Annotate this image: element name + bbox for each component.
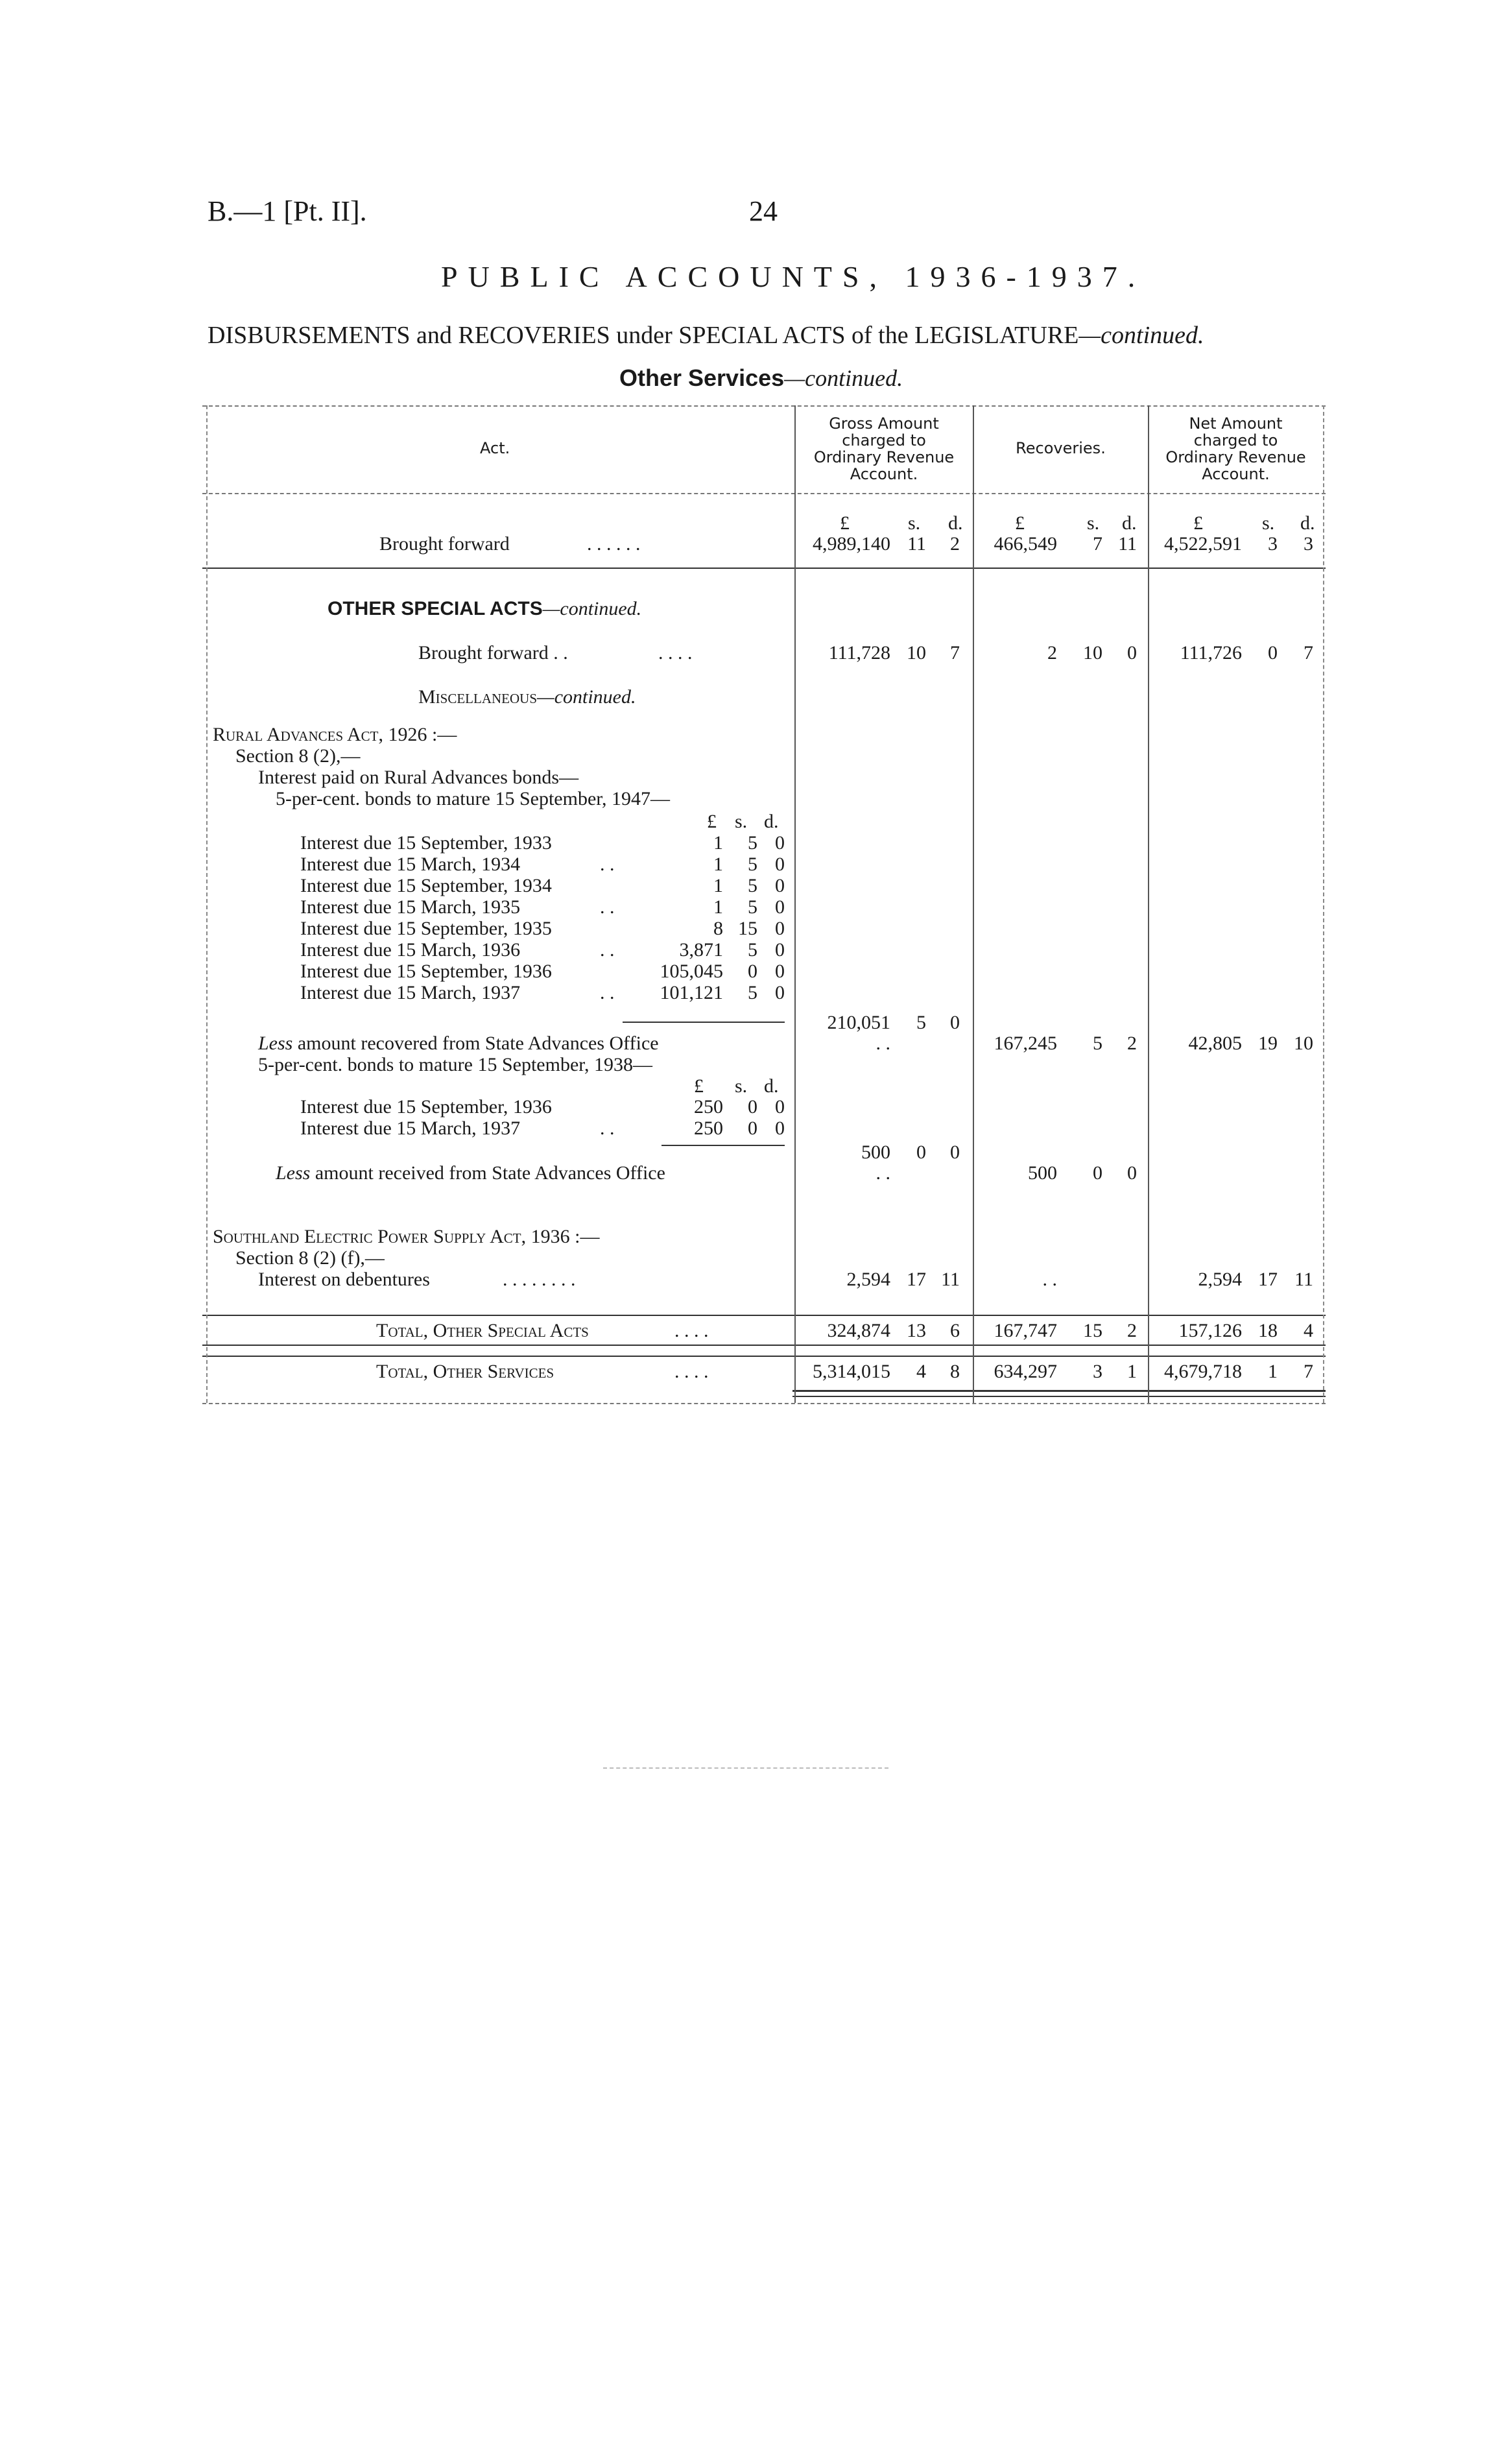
total-services-rec-s: 3	[1093, 1361, 1102, 1382]
gross-header-line-1: Gross Amount	[829, 414, 939, 433]
section-title	[619, 365, 903, 392]
total-special-rec-s: 15	[1083, 1320, 1102, 1341]
total-double-rule-1	[792, 1390, 1326, 1392]
bf-special-net-s: 0	[1268, 642, 1278, 664]
interest-item-pence: 0	[775, 982, 785, 1003]
sub-shilling-unit-1938: s.	[735, 1075, 748, 1097]
total-special-gross-d: 6	[950, 1320, 960, 1341]
total-services-gross-d: 8	[950, 1361, 960, 1382]
bf-top-gross-s: 11	[907, 533, 926, 555]
gross-header-line-3: Ordinary Revenue	[813, 448, 955, 466]
net-header-line-4: Account.	[1202, 465, 1270, 483]
southland-net-s: 17	[1258, 1269, 1278, 1290]
interest-item-dots: . .	[600, 896, 615, 918]
other-special-acts-heading-continued: —continued.	[542, 598, 642, 619]
interest-item-label: Interest due 15 March, 1935	[300, 896, 521, 918]
interest-item-shillings: 5	[748, 854, 757, 875]
page-title: PUBLIC ACCOUNTS, 1936-1937.	[441, 260, 1146, 293]
southland-net: 2,594	[1198, 1269, 1242, 1290]
interest-item-pence: 0	[775, 854, 785, 875]
interest-item-shillings: 5	[748, 875, 757, 896]
table-bottom-rule	[202, 1403, 1326, 1404]
total-special-dots: . . . .	[674, 1320, 709, 1341]
interest-item-shillings: 0	[748, 961, 757, 982]
southland-dots: . . . . . . . .	[503, 1269, 576, 1290]
interest-item-pence: 0	[775, 918, 785, 939]
column-divider-gross	[794, 405, 796, 1403]
bf-special-rec-s: 10	[1083, 642, 1102, 664]
bf-top-net-s: 3	[1268, 533, 1278, 555]
total-services-gross-s: 4	[916, 1361, 926, 1382]
net-1947-d: 10	[1294, 1033, 1313, 1054]
less-received-1938	[276, 1162, 665, 1184]
section-title-main: Other Services	[619, 365, 785, 391]
brought-forward-top-dots: . . . . . .	[587, 533, 641, 555]
column-header-gross	[796, 415, 971, 483]
other-special-acts-heading-main: OTHER SPECIAL ACTS	[328, 598, 543, 619]
interest-item-dots: . .	[600, 854, 615, 875]
interest-item-label: Interest due 15 March, 1937	[300, 1118, 521, 1139]
net-shilling-unit: s.	[1262, 512, 1275, 534]
rec-1938: 500	[1028, 1162, 1057, 1184]
brought-forward-top-label: Brought forward	[379, 533, 510, 555]
less-received-1938-text: amount received from State Advances Office	[310, 1162, 665, 1184]
brought-forward-special-label: Brought forward . .	[418, 642, 568, 664]
southland-gross-d: 11	[941, 1269, 960, 1290]
total-special-gross: 324,874	[827, 1320, 890, 1341]
miscellaneous-heading-continued: —continued.	[537, 686, 636, 708]
rec-shilling-unit: s.	[1087, 512, 1100, 534]
bf-top-gross: 4,989,140	[813, 533, 890, 555]
total-services-top-rule	[202, 1356, 1326, 1357]
bf-special-rec-d: 0	[1127, 642, 1137, 664]
rural-advances-act: Rural Advances Act, 1926 :—	[213, 724, 457, 745]
bf-top-gross-d: 2	[950, 533, 960, 555]
less-recovered-1947-text: amount recovered from State Advances Office	[292, 1033, 659, 1054]
net-header-line-1: Net Amount	[1189, 414, 1283, 433]
gross-header-line-2: charged to	[842, 431, 926, 449]
total-services-label: Total, Other Services	[376, 1361, 554, 1382]
southland-section: Section 8 (2) (f),—	[235, 1247, 385, 1269]
interest-item-pounds: 101,121	[660, 982, 723, 1003]
total-special-net: 157,126	[1178, 1320, 1242, 1341]
page-number: 24	[749, 195, 778, 227]
interest-item-label: Interest due 15 March, 1937	[300, 982, 521, 1003]
total-services-net: 4,679,718	[1164, 1361, 1242, 1382]
other-special-acts-heading	[328, 598, 641, 620]
total-double-rule-2	[792, 1396, 1326, 1397]
interest-item-pounds: 8	[713, 918, 723, 939]
interest-item-label: Interest due 15 March, 1936	[300, 939, 521, 961]
bf-special-net-d: 7	[1304, 642, 1313, 664]
rec-1938-s: 0	[1093, 1162, 1102, 1184]
interest-item-pence: 0	[775, 939, 785, 961]
net-header-line-2: charged to	[1193, 431, 1278, 449]
page-subtitle	[208, 321, 1204, 350]
subtotal-1938-gross-s: 0	[916, 1142, 926, 1163]
interest-item-pounds: 1	[713, 875, 723, 896]
interest-item-pence: 0	[775, 1096, 785, 1118]
interest-item-shillings: 5	[748, 982, 757, 1003]
southland-gross: 2,594	[846, 1269, 890, 1290]
total-special-gross-s: 13	[907, 1320, 926, 1341]
interest-item-pounds: 1	[713, 832, 723, 854]
gross-header-line-4: Account.	[850, 465, 918, 483]
net-pound-unit: £	[1193, 512, 1203, 534]
bf-special-gross: 111,728	[828, 642, 890, 664]
southland-gross-s: 17	[907, 1269, 926, 1290]
subtotal-1947-gross-s: 5	[916, 1012, 926, 1033]
net-header-line-3: Ordinary Revenue	[1165, 448, 1306, 466]
bf-special-net: 111,726	[1180, 642, 1242, 664]
less-recovered-1947-less: Less	[258, 1033, 293, 1054]
net-1947-s: 19	[1258, 1033, 1278, 1054]
interest-item-shillings: 5	[748, 832, 757, 854]
subtotal-1938-gross: 500	[861, 1142, 890, 1163]
less-recovered-1947	[258, 1033, 659, 1055]
southland-rec: . .	[1042, 1269, 1057, 1290]
net-1947: 42,805	[1188, 1033, 1242, 1054]
interest-item-label: Interest due 15 September, 1935	[300, 918, 552, 939]
total-special-label: Total, Other Special Acts	[376, 1320, 589, 1341]
total-special-net-s: 18	[1258, 1320, 1278, 1341]
interest-item-shillings: 5	[748, 939, 757, 961]
total-services-net-d: 7	[1304, 1361, 1313, 1382]
total-special-top-rule	[202, 1315, 1326, 1316]
interest-item-dots: . .	[600, 982, 615, 1003]
interest-item-pence: 0	[775, 832, 785, 854]
rec-1947-s: 5	[1093, 1033, 1102, 1054]
less-1947-gross-dots: . .	[876, 1033, 890, 1054]
interest-item-shillings: 0	[748, 1118, 757, 1139]
rec-1947-d: 2	[1127, 1033, 1137, 1054]
rural-interest-line: Interest paid on Rural Advances bonds—	[258, 767, 579, 788]
sub-pound-unit-1938: £	[694, 1075, 704, 1097]
subtitle-main: DISBURSEMENTS and RECOVERIES under SPECIAL ACTS of the LEGISLATURE	[208, 322, 1079, 349]
miscellaneous-heading	[418, 686, 636, 708]
subtotal-1947-gross-d: 0	[950, 1012, 960, 1033]
subtotal-1947-gross: 210,051	[827, 1012, 890, 1033]
interest-item-shillings: 0	[748, 1096, 757, 1118]
total-special-bottom-rule	[202, 1345, 1326, 1346]
interest-item-label: Interest due 15 September, 1934	[300, 875, 552, 896]
rural-bonds-1947: 5-per-cent. bonds to mature 15 September, 1947—	[276, 788, 671, 809]
gross-pence-unit: d.	[948, 512, 963, 534]
interest-item-label: Interest due 15 September, 1933	[300, 832, 552, 854]
interest-item-pounds: 105,045	[660, 961, 723, 982]
total-services-gross: 5,314,015	[813, 1361, 890, 1382]
column-header-net	[1150, 415, 1322, 483]
table-top-rule	[202, 405, 1326, 407]
interest-item-pounds: 3,871	[679, 939, 723, 961]
interest-item-pence: 0	[775, 961, 785, 982]
sub-pence-unit-1938: d.	[764, 1075, 779, 1097]
brought-forward-special-dots: . . . .	[658, 642, 693, 664]
total-services-net-s: 1	[1268, 1361, 1278, 1382]
interest-item-label: Interest due 15 September, 1936	[300, 1096, 552, 1118]
column-header-recoveries: Recoveries.	[1016, 439, 1106, 457]
sub-shilling-unit-1947: s.	[735, 811, 748, 832]
less-1938-gross-dots: . .	[876, 1162, 890, 1184]
total-services-rec: 634,297	[994, 1361, 1057, 1382]
interest-item-pence: 0	[775, 875, 785, 896]
interest-item-dots: . .	[600, 939, 615, 961]
less-received-1938-less: Less	[276, 1162, 311, 1184]
total-services-dots: . . . .	[674, 1361, 709, 1382]
interest-item-pence: 0	[775, 1118, 785, 1139]
rural-section: Section 8 (2),—	[235, 745, 361, 767]
interest-item-pounds: 1	[713, 854, 723, 875]
table-right-border	[1323, 405, 1324, 1403]
sub-pound-unit-1947: £	[707, 811, 717, 832]
rec-pound-unit: £	[1015, 512, 1025, 534]
southland-net-d: 11	[1294, 1269, 1313, 1290]
column-header-act: Act.	[480, 439, 510, 457]
bf-special-rec: 2	[1047, 642, 1057, 664]
interest-item-shillings: 5	[748, 896, 757, 918]
interest-item-pence: 0	[775, 896, 785, 918]
southland-act: Southland Electric Power Supply Act, 1936 :—	[213, 1226, 600, 1247]
interest-item-pounds: 250	[694, 1096, 723, 1118]
interest-item-label: Interest due 15 March, 1934	[300, 854, 521, 875]
subtotal-1947-rule	[623, 1022, 785, 1023]
total-special-net-d: 4	[1304, 1320, 1313, 1341]
sub-pence-unit-1947: d.	[764, 811, 779, 832]
bf-top-rec-d: 11	[1118, 533, 1137, 555]
brought-forward-rule	[202, 568, 1326, 569]
net-pence-unit: d.	[1300, 512, 1315, 534]
table-left-border	[206, 405, 208, 1403]
bf-special-gross-s: 10	[907, 642, 926, 664]
subtotal-1938-gross-d: 0	[950, 1142, 960, 1163]
header-bottom-rule	[202, 493, 1326, 494]
total-services-rec-d: 1	[1127, 1361, 1137, 1382]
subtotal-1938-rule	[661, 1145, 785, 1146]
bf-top-net: 4,522,591	[1164, 533, 1242, 555]
interest-item-shillings: 15	[738, 918, 757, 939]
interest-item-label: Interest due 15 September, 1936	[300, 961, 552, 982]
interest-item-dots: . .	[600, 1118, 615, 1139]
subtitle-continued: —continued.	[1078, 322, 1204, 349]
total-special-rec-d: 2	[1127, 1320, 1137, 1341]
gross-shilling-unit: s.	[908, 512, 921, 534]
document-reference: B.—1 [Pt. II].	[208, 195, 367, 227]
rec-1947: 167,245	[994, 1033, 1057, 1054]
bf-top-rec-s: 7	[1093, 533, 1102, 555]
rec-pence-unit: d.	[1122, 512, 1137, 534]
gross-pound-unit: £	[840, 512, 850, 534]
rec-1938-d: 0	[1127, 1162, 1137, 1184]
total-special-rec: 167,747	[994, 1320, 1057, 1341]
interest-item-pounds: 1	[713, 896, 723, 918]
rural-bonds-1938: 5-per-cent. bonds to mature 15 September, 1938—	[258, 1054, 653, 1075]
bf-top-rec: 466,549	[994, 533, 1057, 555]
miscellaneous-heading-main: Miscellaneous	[418, 686, 538, 708]
southland-interest: Interest on debentures	[258, 1269, 430, 1290]
section-title-continued: —continued.	[784, 365, 903, 391]
end-rule	[603, 1767, 888, 1769]
interest-item-pounds: 250	[694, 1118, 723, 1139]
bf-special-gross-d: 7	[950, 642, 960, 664]
bf-top-net-d: 3	[1304, 533, 1313, 555]
